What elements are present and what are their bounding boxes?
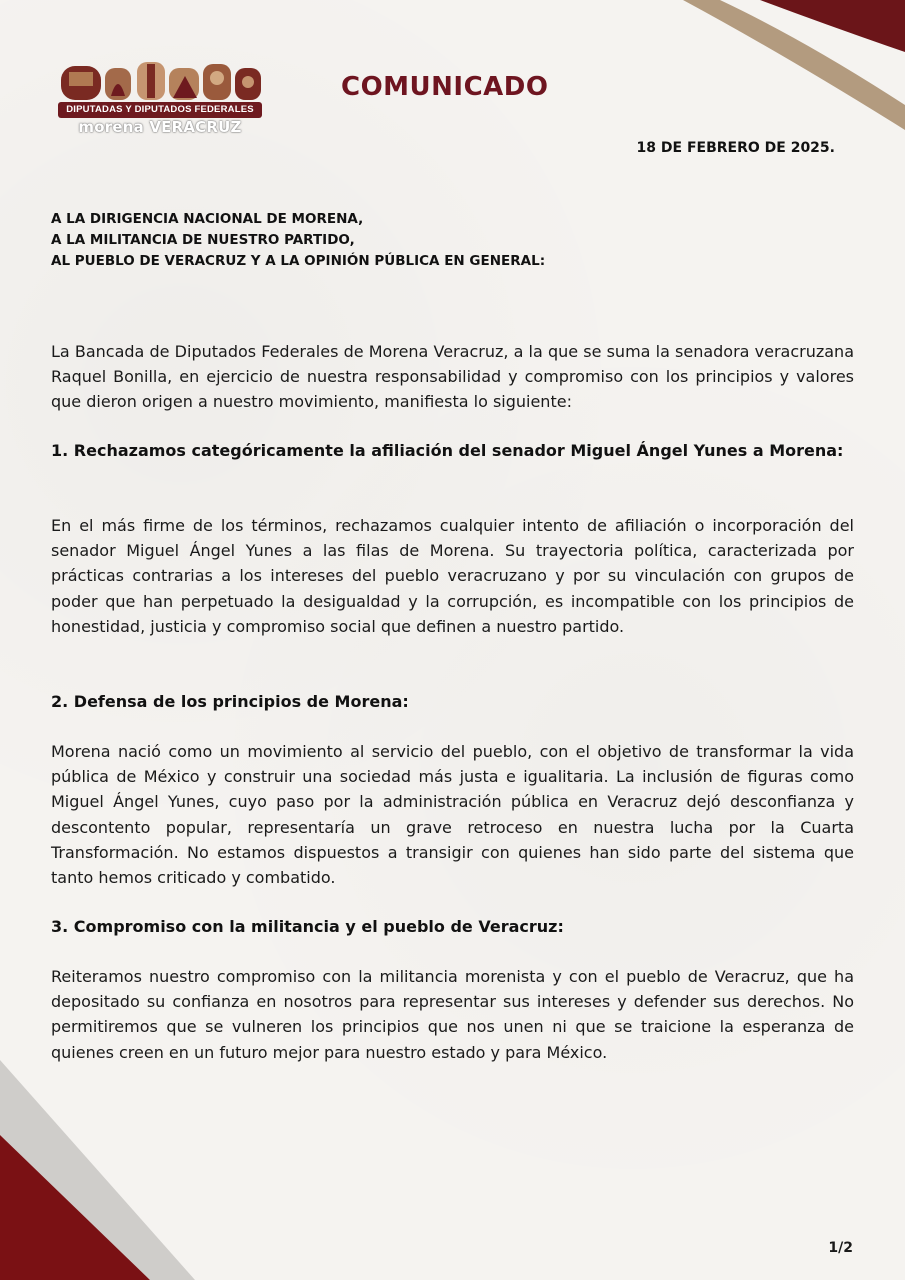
- section-1-heading: 1. Rechazamos categóricamente la afiliación del senador Miguel Ángel Yunes a Morena:: [51, 441, 844, 460]
- page-title: COMUNICADO: [341, 72, 549, 102]
- section-2-heading: 2. Defensa de los principios de Morena:: [51, 692, 409, 711]
- morena-veracruz-logo: [55, 58, 265, 138]
- page-number: 1/2: [828, 1240, 853, 1256]
- logo-banner-text: DIPUTADAS Y DIPUTADOS FEDERALES: [58, 102, 262, 118]
- addressee-line: A LA MILITANCIA DE NUESTRO PARTIDO,: [51, 232, 355, 248]
- logo-brand-text: morena VERACRUZ: [78, 118, 242, 136]
- section-3-heading: 3. Compromiso con la militancia y el pueblo de Veracruz:: [51, 917, 564, 936]
- section-3-paragraph: Reiteramos nuestro compromiso con la militancia morenista y con el pueblo de Veracruz, que ha depositado su confianza en nosotros para representar sus intereses y defender sus derechos. No permitiremos que se vulneren los principios que nos unen ni que se traicione la esperanza de quienes creen en un futuro mejor para nuestro estado y para México.: [51, 967, 854, 1062]
- section-2-paragraph: Morena nació como un movimiento al servicio del pueblo, con el objetivo de transformar la vida pública de México y construir una sociedad más justa e igualitaria. La inclusión de figuras como Miguel Ángel Yunes, cuyo paso por la administración pública en Veracruz dejó desconfianza y descontento popular, representaría un grave retroceso en nuestra lucha por la Cuarta Transformación. No estamos dispuestos a transigir con quienes han sido parte del sistema que tanto hemos criticado y combatido.: [51, 742, 854, 888]
- logo-emblem-icons: [55, 58, 265, 104]
- document-date: 18 DE FEBRERO DE 2025.: [636, 140, 835, 156]
- corner-decoration-top-right: [665, 0, 905, 140]
- addressee-line: A LA DIRIGENCIA NACIONAL DE MORENA,: [51, 211, 364, 227]
- addressees-block: [51, 209, 545, 272]
- section-1-paragraph: En el más firme de los términos, rechazamos cualquier intento de afiliación o incorporación del senador Miguel Ángel Yunes a las filas de Morena. Su trayectoria política, caracterizada por prácticas contrarias a los intereses del pueblo veracruzano y por su vinculación con grupos de poder que han perpetuado la desigualdad y la corrupción, es incompatible con los principios de honestidad, justicia y compromiso social que definen a nuestro partido.: [51, 516, 854, 636]
- intro-paragraph: La Bancada de Diputados Federales de Morena Veracruz, a la que se suma la senadora veracruzana Raquel Bonilla, en ejercicio de nuestra responsabilidad y compromiso con los principios y valores que dieron origen a nuestro movimiento, manifiesta lo siguiente:: [51, 342, 854, 412]
- addressee-line: AL PUEBLO DE VERACRUZ Y A LA OPINIÓN PÚBLICA EN GENERAL:: [51, 253, 546, 269]
- corner-decoration-bottom-left: [0, 1060, 200, 1280]
